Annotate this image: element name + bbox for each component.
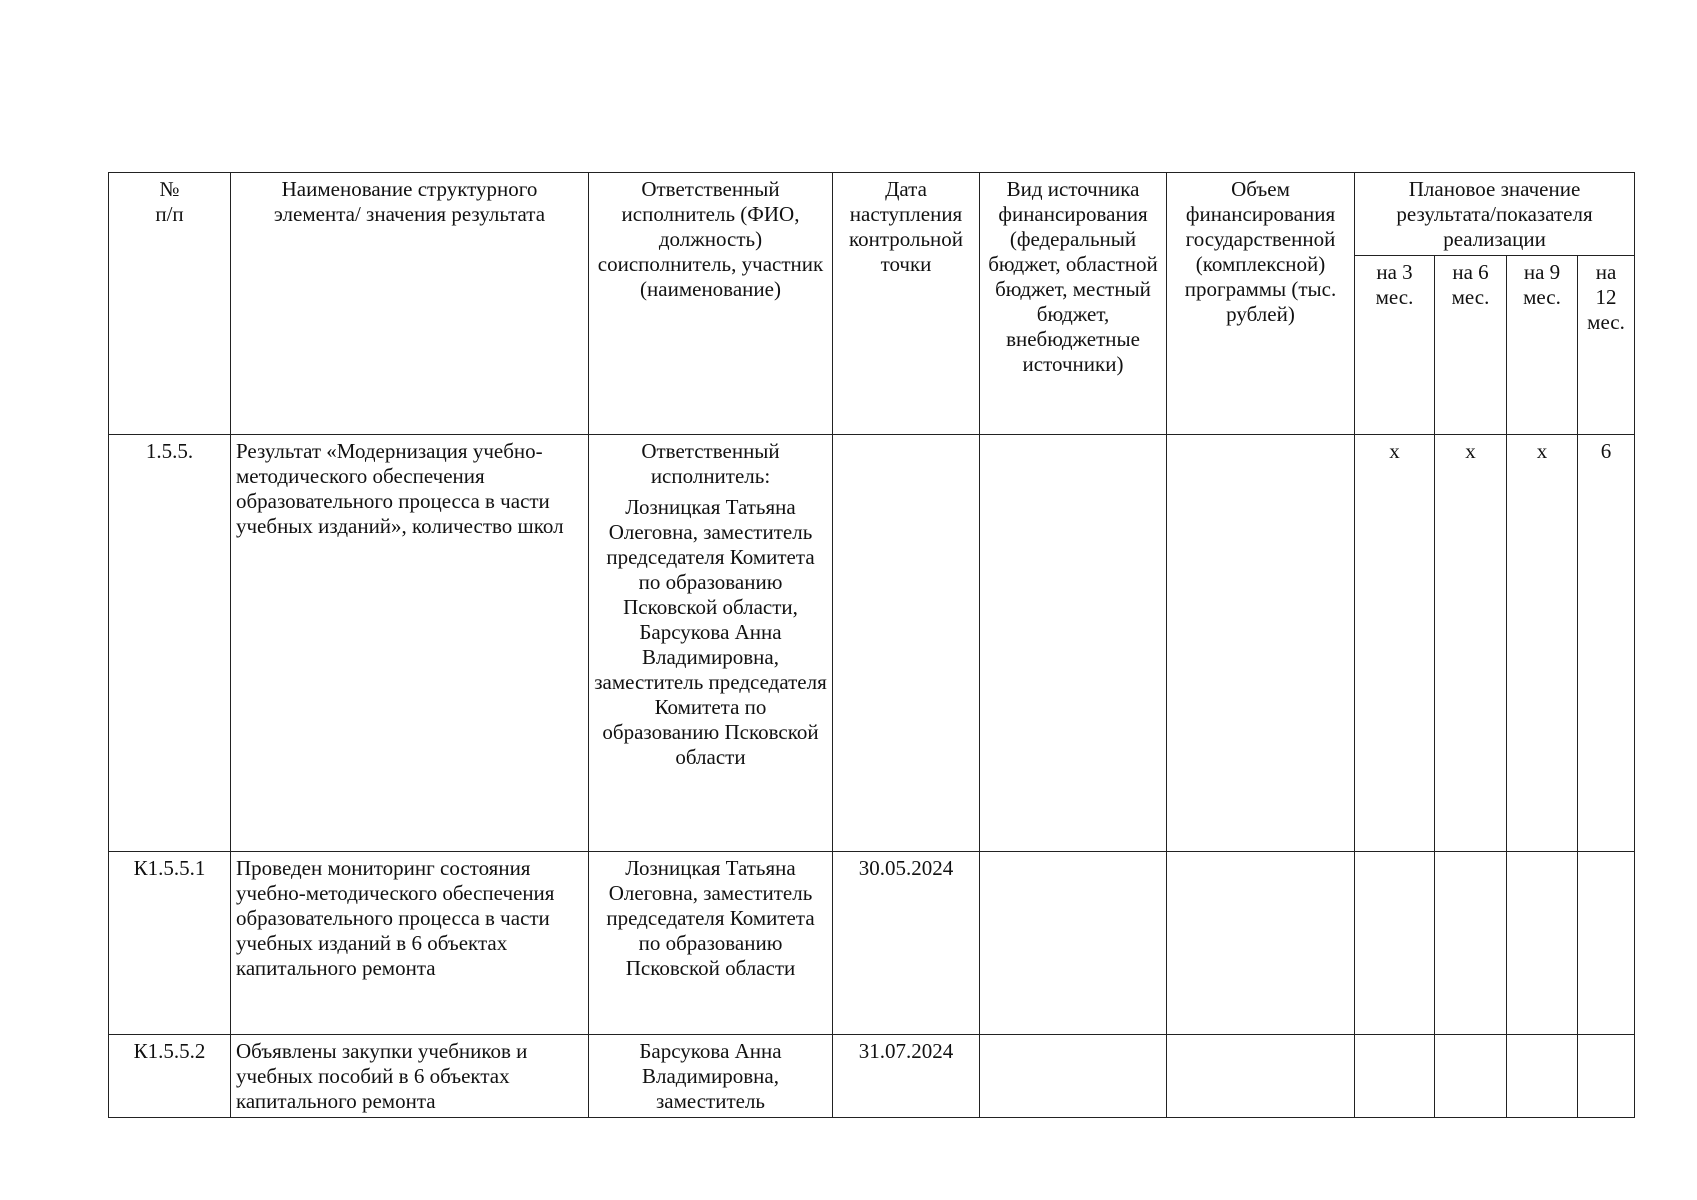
row-m6 [1435,852,1507,1035]
row-volume [1167,435,1355,852]
row-m9 [1507,1035,1578,1118]
row-m6: х [1435,435,1507,852]
row-num: 1.5.5. [109,435,231,852]
row-m12: 6 [1578,435,1635,852]
program-table [108,172,1635,1118]
header-m3: на 3 мес. [1355,256,1435,435]
table-row [109,1035,1635,1118]
header-num: № п/п [109,173,231,435]
row-name: Объявлены закупки учебников и учебных пособий в 6 объектах капитального ремонта [231,1035,589,1118]
row-m9: х [1507,435,1578,852]
row-responsible [589,435,833,852]
row-m12 [1578,1035,1635,1118]
header-m12: на 12 мес. [1578,256,1635,435]
header-responsible: Ответственный исполнитель (ФИО, должность) соисполнитель, участник (наименование) [589,173,833,435]
row-m12 [1578,852,1635,1035]
row-m9 [1507,852,1578,1035]
row-source [980,1035,1167,1118]
row-name: Результат «Модернизация учебно-методического обеспечения образовательного процесса в части учебных изданий», количество школ [231,435,589,852]
responsible-label: Ответственный исполнитель: [641,439,780,488]
header-m6: на 6 мес. [1435,256,1507,435]
row-source [980,852,1167,1035]
header-volume: Объем финансирования государственной (комплексной) программы (тыс. рублей) [1167,173,1355,435]
row-source [980,435,1167,852]
row-date [833,435,980,852]
table-row [109,852,1635,1035]
header-name: Наименование структурного элемента/ значения результата [231,173,589,435]
header-date: Дата наступления контрольной точки [833,173,980,435]
row-m3: х [1355,435,1435,852]
header-m9: на 9 мес. [1507,256,1578,435]
header-row [109,173,1635,256]
table-row [109,435,1635,852]
row-m3 [1355,852,1435,1035]
row-responsible: Лозницкая Татьяна Олеговна, заместитель председателя Комитета по образованию Псковской области [589,852,833,1035]
row-volume [1167,1035,1355,1118]
row-m3 [1355,1035,1435,1118]
row-volume [1167,852,1355,1035]
row-date: 31.07.2024 [833,1035,980,1118]
row-date: 30.05.2024 [833,852,980,1035]
row-num: К1.5.5.2 [109,1035,231,1118]
responsible-names: Лозницкая Татьяна Олеговна, заместитель председателя Комитета по образованию Псковской области, Барсукова Анна Владимировна, заместитель председателя Комитета по образованию Псковской области [594,495,827,769]
header-source: Вид источника финансирования (федеральный бюджет, областной бюджет, местный бюджет, внебюджетные источники) [980,173,1167,435]
row-responsible: Барсукова Анна Владимировна, заместитель [589,1035,833,1118]
header-plan: Плановое значение результата/показателя реализации [1355,173,1635,256]
row-num: К1.5.5.1 [109,852,231,1035]
row-m6 [1435,1035,1507,1118]
row-name: Проведен мониторинг состояния учебно-методического обеспечения образовательного процесса в части учебных изданий в 6 объектах капитального ремонта [231,852,589,1035]
